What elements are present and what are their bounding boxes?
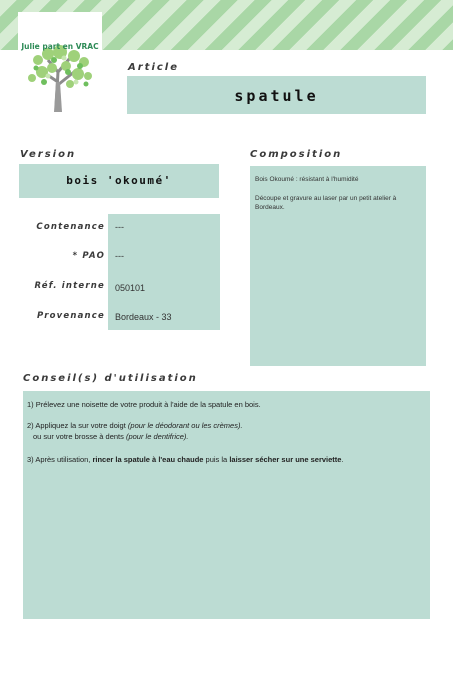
contenance-value: --- (115, 222, 124, 232)
version-label: Version (20, 149, 77, 160)
article-value: spatule (234, 87, 319, 105)
article-box (127, 76, 426, 114)
article-label: Article (128, 62, 180, 73)
version-box (19, 164, 219, 198)
conseil-step-3-text-a: 3) Après utilisation, (27, 455, 93, 464)
composition-label: Composition (250, 149, 343, 160)
logo-text: Julie part en VRAC (21, 42, 99, 51)
tree-logo-icon (18, 12, 102, 115)
conseil-step-3-text-b: puis la (203, 455, 230, 464)
conseil-step-2b (33, 432, 428, 442)
composition-line-2: Découpe et gravure au laser par un petit atelier à Bordeaux. (255, 195, 397, 211)
ref-interne-label: Réf. interne (34, 281, 105, 291)
contenance-label: Contenance (36, 222, 105, 232)
pao-value: --- (115, 251, 124, 261)
version-value: bois 'okoumé' (66, 174, 172, 187)
conseil-step-3-text-c: . (341, 455, 344, 464)
ref-interne-value: 050101 (115, 283, 146, 293)
conseil-step-2-text: 2) Appliquez la sur votre doigt (27, 421, 128, 430)
composition-line-1: Bois Okoumé : résistant à l'humidité (255, 176, 359, 183)
conseil-step-3-bold-b: laisser sécher sur une serviette (229, 455, 342, 464)
conseil-step-2b-text: ou sur votre brosse à dents (33, 432, 126, 441)
conseil-step-2-note: (pour le déodorant ou les crèmes). (127, 421, 243, 430)
conseil-step-2 (27, 421, 422, 431)
conseil-step-1: 1) Prélevez une noisette de votre produit à l'aide de la spatule en bois. (27, 400, 261, 409)
pao-label: * PAO (72, 251, 105, 261)
conseils-label: Conseil(s) d'utilisation (23, 373, 198, 384)
conseil-step-3-bold-a: rincer la spatule à l'eau chaude (92, 455, 204, 464)
provenance-value: Bordeaux - 33 (115, 312, 172, 322)
conseil-step-2b-note: (pour le dentifrice). (125, 432, 189, 441)
brand-logo (18, 12, 102, 115)
conseil-step-3 (27, 455, 422, 465)
provenance-label: Provenance (37, 311, 105, 321)
